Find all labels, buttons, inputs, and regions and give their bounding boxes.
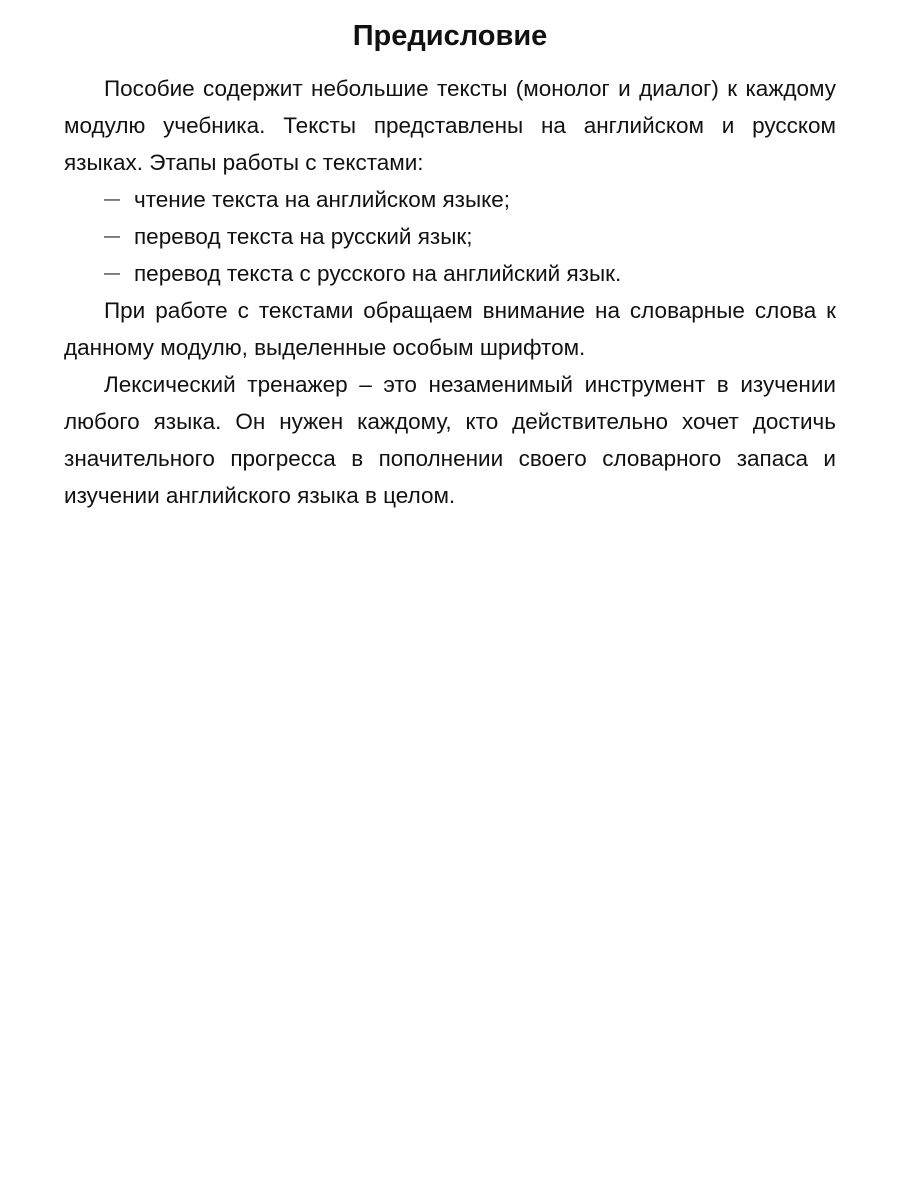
list-item [64,255,836,292]
trainer-paragraph: Лексический тренажер – это незаменимый инструмент в изучении любого языка. Он нужен каждому, кто действительно хочет достичь значительного прогресса в пополнении своего словарного запаса и изучении английского языка в целом. [64,372,836,508]
document-page [64,18,836,514]
page-title: Предисловие [352,20,548,52]
dash-marker: — [104,191,120,208]
vocabulary-paragraph: При работе с текстами обращаем внимание на словарные слова к данному модулю, выделенные особым шрифтом. [64,298,836,360]
list-item-text: перевод текста на русский язык; [134,224,473,249]
list-item-text: чтение текста на английском языке; [134,187,510,212]
intro-paragraph: Пособие содержит небольшие тексты (монолог и диалог) к каждому модулю учебника. Тексты представлены на английском и русском языках. Этапы работы с текстами: [64,76,836,175]
work-stages-list [64,181,836,292]
list-item-text: перевод текста с русского на английский язык. [134,261,622,286]
dash-marker: — [104,228,120,245]
list-item [64,181,836,218]
dash-marker: — [104,265,120,282]
list-item [64,218,836,255]
